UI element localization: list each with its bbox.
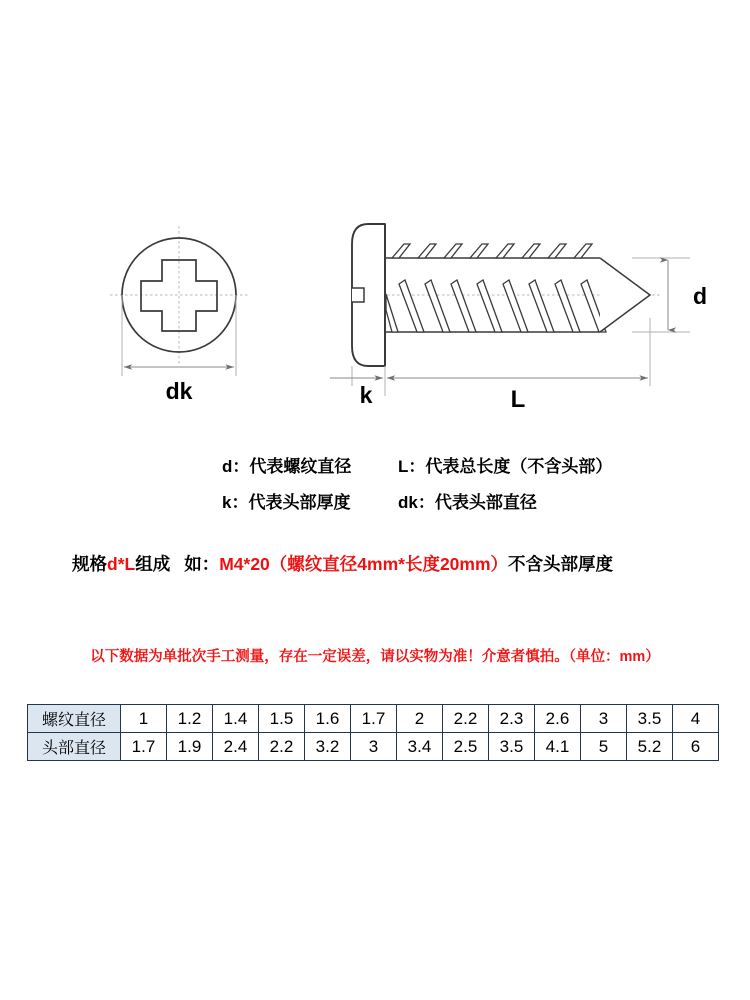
spec-suffix: 不含头部厚度 <box>508 554 614 574</box>
specification-table <box>27 704 719 761</box>
table-cell: 1.9 <box>167 733 213 761</box>
front-view-group <box>110 226 248 404</box>
legend-dk-description: dk：代表头部直径 <box>398 493 537 512</box>
thread-flanks-lower <box>386 280 606 332</box>
table-cell: 3 <box>581 705 627 733</box>
measurement-notice: 以下数据为单批次手工测量，存在一定误差，请以实物为准！介意者慎拍。（单位：mm） <box>90 649 660 665</box>
table-cell: 1.6 <box>305 705 351 733</box>
specification-line <box>0 556 750 574</box>
table-cell: 1.2 <box>167 705 213 733</box>
table-cell: 1.7 <box>351 705 397 733</box>
table-cell: 2.5 <box>443 733 489 761</box>
legend-block <box>0 458 750 530</box>
k-dimension-label: k <box>359 382 373 408</box>
table-cell: 1.4 <box>213 705 259 733</box>
table-cell: 2.3 <box>489 705 535 733</box>
head-recess-notch <box>352 288 364 302</box>
screw-point-cone <box>600 258 650 332</box>
spec-middle: 组成 <box>135 554 171 574</box>
table-cell: 1.5 <box>259 705 305 733</box>
table-cell: 2.2 <box>259 733 305 761</box>
legend-d-description: d：代表螺纹直径 <box>222 457 352 476</box>
table-body <box>28 705 719 761</box>
table-cell: 3.2 <box>305 733 351 761</box>
l-dimension-label: L <box>510 386 526 413</box>
spec-example: M4*20（螺纹直径4mm*长度20mm） <box>219 554 509 574</box>
table-cell: 5 <box>581 733 627 761</box>
legend-row <box>0 458 750 475</box>
legend-l-description: L：代表总长度（不含头部） <box>398 457 613 476</box>
legend-k-description: k：代表头部厚度 <box>222 493 351 512</box>
dk-dimension-label: dk <box>165 378 193 404</box>
table-cell: 4 <box>673 705 719 733</box>
table-cell: 2.6 <box>535 705 581 733</box>
specification-table-wrapper <box>27 704 719 761</box>
table-cell: 2 <box>397 705 443 733</box>
table-cell: 6 <box>673 733 719 761</box>
table-cell: 1 <box>121 705 167 733</box>
side-view-group <box>330 224 707 413</box>
spec-prefix: 规格 <box>72 554 107 574</box>
d-dimension-label: d <box>692 283 708 309</box>
spec-code: d*L <box>107 554 136 574</box>
table-cell: 2.4 <box>213 733 259 761</box>
table-row <box>28 733 719 761</box>
spec-example-intro: 如： <box>184 554 220 574</box>
table-cell: 2.2 <box>443 705 489 733</box>
table-cell: 5.2 <box>627 733 673 761</box>
table-cell: 1.7 <box>121 733 167 761</box>
table-cell: 3.5 <box>627 705 673 733</box>
technical-drawing <box>0 200 750 430</box>
screw-drawing-svg <box>0 200 750 430</box>
legend-row <box>0 494 750 511</box>
table-cell: 4.1 <box>535 733 581 761</box>
head-outline-circle <box>122 238 236 352</box>
table-row <box>28 705 719 733</box>
table-cell: 3.4 <box>397 733 443 761</box>
row-header-head-diameter: 头部直径 <box>28 733 121 761</box>
thread-crests-upper <box>392 244 592 258</box>
table-cell: 3 <box>351 733 397 761</box>
row-header-thread-diameter: 螺纹直径 <box>28 705 121 733</box>
table-cell: 3.5 <box>489 733 535 761</box>
